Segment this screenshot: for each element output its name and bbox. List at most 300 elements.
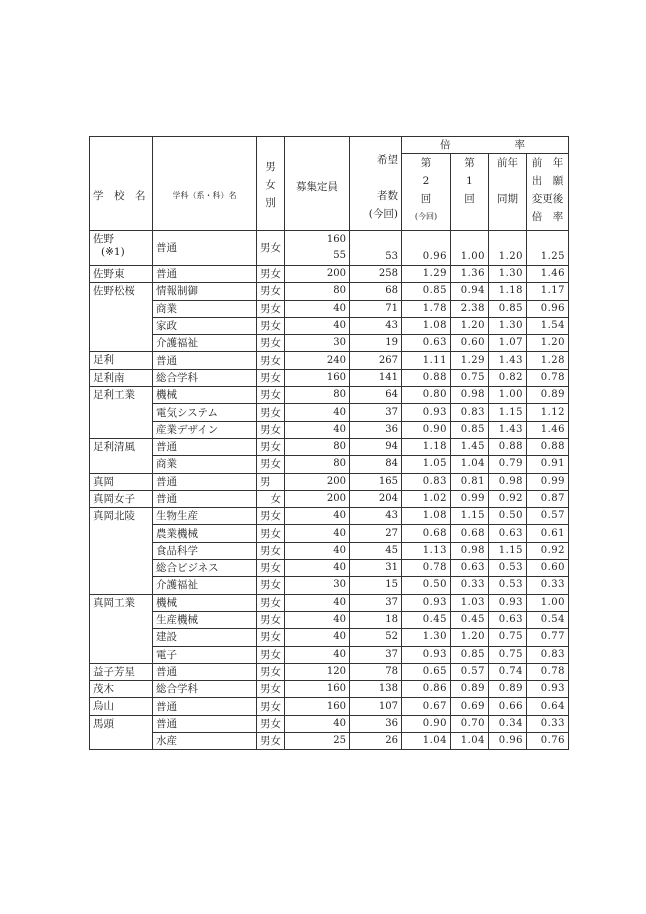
cell-capacity: 40 (285, 542, 350, 559)
cell-rate-round2: 0.90 (402, 715, 451, 732)
cell-rate-prev-change: 0.54 (527, 611, 569, 628)
cell-rate-round2: 0.96 (402, 231, 451, 266)
cell-school-name: 足利南 (90, 369, 153, 386)
cell-rate-prev-change: 0.60 (527, 560, 569, 577)
cell-rate-round2: 1.13 (402, 542, 451, 559)
header-round2-line: (今回) (414, 212, 438, 221)
table-row (90, 508, 569, 525)
cell-applicants: 37 (350, 646, 402, 663)
cell-gender: 男女 (257, 387, 285, 404)
cell-department: 水産 (153, 733, 257, 750)
cell-school-name: 足利清風 (90, 438, 153, 473)
cell-capacity: 160 (285, 681, 350, 698)
cell-department: 普通 (153, 352, 257, 369)
cell-rate-round2: 0.63 (402, 335, 451, 352)
header-rate-group-left: 倍 (440, 139, 451, 151)
cell-applicants: 71 (350, 300, 402, 317)
table-row (90, 698, 569, 715)
cell-gender: 男女 (257, 560, 285, 577)
cell-applicants: 37 (350, 404, 402, 421)
header-prev-change-line: 変更後 (531, 193, 564, 205)
cell-rate-prev-year: 1.30 (489, 266, 527, 283)
cell-applicants: 258 (350, 266, 402, 283)
cell-department: 普通 (153, 698, 257, 715)
cell-rate-prev-year: 0.96 (489, 733, 527, 750)
cell-rate-round1: 0.33 (451, 577, 489, 594)
cell-applicants: 27 (350, 525, 402, 542)
cell-capacity: 80 (285, 283, 350, 300)
cell-rate-round2: 0.68 (402, 525, 451, 542)
cell-rate-round2: 0.45 (402, 611, 451, 628)
cell-rate-prev-change: 0.91 (527, 456, 569, 473)
cell-rate-prev-change: 0.61 (527, 525, 569, 542)
cell-rate-round2: 0.90 (402, 421, 451, 438)
cell-rate-round1: 0.89 (451, 681, 489, 698)
cell-gender: 男女 (257, 421, 285, 438)
cell-applicants: 43 (350, 317, 402, 334)
cell-rate-prev-year: 0.98 (489, 473, 527, 490)
cell-rate-round1: 0.98 (451, 387, 489, 404)
cell-applicants: 94 (350, 438, 402, 455)
header-department (153, 137, 257, 231)
cell-rate-round1: 0.85 (451, 646, 489, 663)
table-row (90, 335, 569, 352)
cell-rate-prev-year: 1.07 (489, 335, 527, 352)
table-row (90, 266, 569, 283)
cell-rate-round1: 0.85 (451, 421, 489, 438)
cell-rate-round2: 0.93 (402, 594, 451, 611)
table-row (90, 542, 569, 559)
table-row (90, 733, 569, 750)
cell-gender: 男女 (257, 594, 285, 611)
cell-applicants: 107 (350, 698, 402, 715)
cell-gender: 男女 (257, 577, 285, 594)
school-note-text: (※1) (101, 246, 125, 258)
cell-applicants: 53 (350, 231, 402, 266)
cell-department: 生物生産 (153, 508, 257, 525)
cell-rate-prev-year: 1.18 (489, 283, 527, 300)
cell-applicants: 43 (350, 508, 402, 525)
cell-rate-round1: 0.83 (451, 404, 489, 421)
header-prev-year-line: 同期 (497, 193, 518, 205)
header-round2-line: 2 (422, 175, 430, 187)
cell-department: 普通 (153, 663, 257, 680)
cell-rate-round2: 0.83 (402, 473, 451, 490)
cell-rate-prev-year: 0.63 (489, 525, 527, 542)
header-prev-change-line: 出 願 (531, 175, 564, 187)
cell-rate-prev-change: 0.33 (527, 577, 569, 594)
cell-rate-round1: 2.38 (451, 300, 489, 317)
cell-applicants: 37 (350, 594, 402, 611)
cell-rate-round2: 1.18 (402, 438, 451, 455)
cell-gender: 男女 (257, 300, 285, 317)
cell-department: 普通 (153, 715, 257, 732)
header-round1-line: 第 (464, 157, 475, 169)
cell-department: 食品科学 (153, 542, 257, 559)
cell-gender: 男 (257, 473, 285, 490)
cell-capacity: 40 (285, 508, 350, 525)
table-row (90, 456, 569, 473)
header-round2 (402, 154, 451, 231)
cell-school-name: 真岡女子 (90, 490, 153, 507)
header-rate-group (402, 137, 569, 154)
cell-rate-prev-change: 1.17 (527, 283, 569, 300)
header-gender-line: 女 (265, 178, 276, 191)
cell-rate-round1: 1.04 (451, 456, 489, 473)
cell-applicants: 138 (350, 681, 402, 698)
header-prev-change-line: 前 年 (531, 157, 564, 169)
cell-rate-prev-year: 0.85 (489, 300, 527, 317)
table-row (90, 525, 569, 542)
cell-rate-prev-year: 1.00 (489, 387, 527, 404)
cell-rate-round2: 0.93 (402, 404, 451, 421)
cell-capacity: 80 (285, 387, 350, 404)
cell-department: 商業 (153, 300, 257, 317)
header-department-label: 学科（系・科）名 (172, 191, 237, 200)
table-row (90, 438, 569, 455)
cell-department: 普通 (153, 473, 257, 490)
cell-capacity: 160 (285, 369, 350, 386)
cell-capacity: 80 (285, 438, 350, 455)
cell-school-name: 佐野松桜 (90, 283, 153, 352)
cell-capacity: 240 (285, 352, 350, 369)
cell-rate-prev-year: 0.34 (489, 715, 527, 732)
cell-capacity: 40 (285, 525, 350, 542)
cell-capacity: 80 (285, 456, 350, 473)
cell-department: 普通 (153, 490, 257, 507)
cell-applicants: 26 (350, 733, 402, 750)
header-round1-line: 回 (464, 193, 475, 205)
cell-rate-round1: 0.99 (451, 490, 489, 507)
header-round1-line: 1 (466, 175, 473, 187)
cell-rate-prev-change: 1.00 (527, 594, 569, 611)
cell-rate-round1: 0.45 (451, 611, 489, 628)
cell-rate-prev-year: 0.75 (489, 629, 527, 646)
header-round2-line: 第 (420, 157, 432, 169)
cell-rate-prev-change: 0.89 (527, 387, 569, 404)
cell-school-name: 茂木 (90, 681, 153, 698)
cell-rate-prev-year: 0.74 (489, 663, 527, 680)
cell-school-name: 真岡工業 (90, 594, 153, 663)
applicant-rate-table (89, 136, 569, 750)
cell-gender: 男女 (257, 266, 285, 283)
cell-department: 総合学科 (153, 681, 257, 698)
cell-capacity: 200 (285, 490, 350, 507)
cell-rate-prev-year: 0.89 (489, 681, 527, 698)
cell-applicants: 64 (350, 387, 402, 404)
cell-rate-prev-year: 0.53 (489, 577, 527, 594)
cell-capacity: 40 (285, 300, 350, 317)
cell-rate-prev-change: 0.99 (527, 473, 569, 490)
table-body (90, 231, 569, 750)
cell-rate-round2: 1.08 (402, 508, 451, 525)
school-name-text: 佐野 (93, 233, 114, 245)
cell-school-name: 馬頭 (90, 715, 153, 750)
cell-school-name: 佐野東 (90, 266, 153, 283)
cell-capacity: 40 (285, 646, 350, 663)
table-row (90, 317, 569, 334)
cell-rate-round2: 0.85 (402, 283, 451, 300)
table-row (90, 387, 569, 404)
cell-rate-prev-change: 0.93 (527, 681, 569, 698)
cell-department: 普通 (153, 231, 257, 266)
header-prev-year-line: 前年 (497, 157, 518, 169)
cell-rate-round1: 0.70 (451, 715, 489, 732)
cell-rate-round2: 1.78 (402, 300, 451, 317)
cell-applicants: 68 (350, 283, 402, 300)
cell-applicants: 204 (350, 490, 402, 507)
cell-rate-round2: 0.50 (402, 577, 451, 594)
cell-rate-round2: 0.93 (402, 646, 451, 663)
table-row (90, 283, 569, 300)
table-row (90, 646, 569, 663)
cell-capacity: 40 (285, 611, 350, 628)
cell-capacity: 120 (285, 663, 350, 680)
cell-rate-prev-change: 1.25 (527, 231, 569, 266)
table-row (90, 421, 569, 438)
cell-rate-round2: 0.86 (402, 681, 451, 698)
cell-applicants: 84 (350, 456, 402, 473)
table-row (90, 577, 569, 594)
cell-rate-prev-year: 1.43 (489, 421, 527, 438)
cell-rate-prev-year: 0.50 (489, 508, 527, 525)
capacity-lines (288, 232, 346, 264)
header-round2-line: 回 (420, 193, 432, 205)
cell-capacity: 40 (285, 317, 350, 334)
table-row (90, 560, 569, 577)
cell-gender: 男女 (257, 456, 285, 473)
cell-rate-prev-year: 1.15 (489, 542, 527, 559)
cell-gender: 男女 (257, 231, 285, 266)
cell-rate-round2: 1.08 (402, 317, 451, 334)
header-applicants-line: 希望 (377, 153, 398, 166)
cell-department: 建設 (153, 629, 257, 646)
cell-rate-round2: 1.29 (402, 266, 451, 283)
cell-rate-prev-change: 0.78 (527, 369, 569, 386)
cell-gender: 男女 (257, 438, 285, 455)
cell-capacity: 40 (285, 421, 350, 438)
cell-gender: 男女 (257, 335, 285, 352)
cell-department: 介護福祉 (153, 577, 257, 594)
cell-gender: 男女 (257, 508, 285, 525)
cell-school-name: 足利工業 (90, 387, 153, 439)
cell-capacity (285, 231, 350, 266)
cell-rate-prev-change: 0.83 (527, 646, 569, 663)
cell-rate-round2: 0.65 (402, 663, 451, 680)
cell-department: 情報制御 (153, 283, 257, 300)
cell-rate-prev-year: 0.63 (489, 611, 527, 628)
cell-gender: 男女 (257, 404, 285, 421)
table-row (90, 663, 569, 680)
cell-school-name: 真岡北陵 (90, 508, 153, 594)
cell-rate-prev-year: 1.15 (489, 404, 527, 421)
cell-gender: 男女 (257, 283, 285, 300)
header-school-name-label: 学 校 名 (93, 189, 146, 202)
cell-rate-prev-change: 1.12 (527, 404, 569, 421)
cell-rate-prev-year: 0.79 (489, 456, 527, 473)
cell-department: 生産機械 (153, 611, 257, 628)
cell-applicants: 36 (350, 715, 402, 732)
cell-capacity: 40 (285, 594, 350, 611)
cell-rate-round1: 0.57 (451, 663, 489, 680)
cell-gender: 男女 (257, 611, 285, 628)
header-capacity-label: 募集定員 (296, 180, 338, 193)
cell-applicants: 31 (350, 560, 402, 577)
cell-applicants: 36 (350, 421, 402, 438)
applicant-rate-table-wrapper (89, 136, 569, 750)
cell-department: 家政 (153, 317, 257, 334)
cell-capacity: 30 (285, 335, 350, 352)
table-row (90, 490, 569, 507)
cell-rate-round1: 1.04 (451, 733, 489, 750)
cell-rate-prev-change: 0.78 (527, 663, 569, 680)
cell-rate-round1: 1.15 (451, 508, 489, 525)
header-school-name (90, 137, 153, 231)
header-applicants-line: 者数 (377, 189, 398, 202)
cell-gender: 男女 (257, 681, 285, 698)
cell-rate-prev-change: 0.96 (527, 300, 569, 317)
cell-rate-round2: 1.30 (402, 629, 451, 646)
cell-department: 農業機械 (153, 525, 257, 542)
cell-rate-prev-year: 1.30 (489, 317, 527, 334)
cell-department: 商業 (153, 456, 257, 473)
cell-rate-prev-change: 0.77 (527, 629, 569, 646)
cell-gender: 男女 (257, 317, 285, 334)
cell-rate-round1: 1.36 (451, 266, 489, 283)
cell-gender: 男女 (257, 715, 285, 732)
cell-rate-prev-year: 0.88 (489, 438, 527, 455)
cell-applicants: 45 (350, 542, 402, 559)
cell-rate-prev-change: 1.46 (527, 421, 569, 438)
cell-department: 機械 (153, 387, 257, 404)
cell-applicants: 141 (350, 369, 402, 386)
capacity-line: 55 (333, 250, 346, 261)
cell-rate-prev-change: 1.46 (527, 266, 569, 283)
header-gender-line: 別 (265, 196, 276, 209)
cell-capacity: 160 (285, 698, 350, 715)
cell-capacity: 40 (285, 629, 350, 646)
cell-rate-round1: 0.69 (451, 698, 489, 715)
cell-department: 電子 (153, 646, 257, 663)
cell-rate-prev-year: 0.82 (489, 369, 527, 386)
cell-gender: 女 (257, 490, 285, 507)
cell-rate-prev-year: 0.93 (489, 594, 527, 611)
header-round1 (451, 154, 489, 231)
cell-capacity: 200 (285, 266, 350, 283)
header-prev-change-line: 倍 率 (531, 211, 564, 223)
cell-department: 普通 (153, 438, 257, 455)
cell-rate-round2: 1.02 (402, 490, 451, 507)
cell-applicants: 19 (350, 335, 402, 352)
cell-rate-prev-year: 1.20 (489, 231, 527, 266)
cell-capacity: 40 (285, 404, 350, 421)
table-row (90, 352, 569, 369)
header-gender (257, 137, 285, 231)
header-prev-change (527, 154, 569, 231)
cell-rate-prev-year: 0.75 (489, 646, 527, 663)
header-gender-line: 男 (265, 160, 276, 173)
cell-department: 機械 (153, 594, 257, 611)
cell-rate-round1: 1.00 (451, 231, 489, 266)
cell-rate-prev-year: 1.43 (489, 352, 527, 369)
cell-rate-prev-change: 0.64 (527, 698, 569, 715)
cell-applicants: 52 (350, 629, 402, 646)
cell-rate-round2: 0.67 (402, 698, 451, 715)
cell-gender: 男女 (257, 369, 285, 386)
table-row (90, 231, 569, 266)
table-row (90, 681, 569, 698)
cell-department: 総合ビジネス (153, 560, 257, 577)
cell-department: 普通 (153, 266, 257, 283)
cell-rate-round2: 1.05 (402, 456, 451, 473)
cell-rate-prev-year: 0.92 (489, 490, 527, 507)
cell-gender: 男女 (257, 646, 285, 663)
cell-applicants: 78 (350, 663, 402, 680)
cell-rate-round1: 0.68 (451, 525, 489, 542)
header-applicants (350, 137, 402, 231)
cell-gender: 男女 (257, 629, 285, 646)
cell-rate-prev-change: 1.54 (527, 317, 569, 334)
cell-rate-round1: 0.81 (451, 473, 489, 490)
table-row (90, 629, 569, 646)
cell-rate-round2: 1.04 (402, 733, 451, 750)
cell-department: 産業デザイン (153, 421, 257, 438)
cell-rate-round2: 0.80 (402, 387, 451, 404)
cell-department: 介護福祉 (153, 335, 257, 352)
cell-applicants: 18 (350, 611, 402, 628)
cell-rate-round1: 0.75 (451, 369, 489, 386)
cell-rate-prev-change: 0.88 (527, 438, 569, 455)
cell-rate-prev-year: 0.66 (489, 698, 527, 715)
cell-gender: 男女 (257, 352, 285, 369)
cell-capacity: 30 (285, 577, 350, 594)
cell-school-name: 真岡 (90, 473, 153, 490)
cell-rate-round1: 0.63 (451, 560, 489, 577)
cell-rate-round1: 0.60 (451, 335, 489, 352)
cell-rate-prev-year: 0.53 (489, 560, 527, 577)
cell-rate-round1: 1.45 (451, 438, 489, 455)
cell-rate-round1: 1.03 (451, 594, 489, 611)
cell-gender: 男女 (257, 525, 285, 542)
cell-rate-round1: 1.20 (451, 629, 489, 646)
cell-capacity: 25 (285, 733, 350, 750)
table-row (90, 369, 569, 386)
cell-capacity: 40 (285, 560, 350, 577)
cell-applicants: 267 (350, 352, 402, 369)
table-header (90, 137, 569, 231)
cell-rate-prev-change: 1.28 (527, 352, 569, 369)
cell-rate-round1: 0.98 (451, 542, 489, 559)
cell-applicants: 15 (350, 577, 402, 594)
cell-rate-prev-change: 0.92 (527, 542, 569, 559)
cell-department: 総合学科 (153, 369, 257, 386)
header-applicants-line: (今回) (368, 207, 398, 220)
cell-rate-round1: 0.94 (451, 283, 489, 300)
table-row (90, 404, 569, 421)
cell-rate-round2: 1.11 (402, 352, 451, 369)
cell-school-name: 益子芳星 (90, 663, 153, 680)
table-row (90, 715, 569, 732)
cell-rate-prev-change: 1.20 (527, 335, 569, 352)
table-row (90, 611, 569, 628)
cell-rate-round1: 1.20 (451, 317, 489, 334)
cell-department: 電気システム (153, 404, 257, 421)
cell-rate-round2: 0.88 (402, 369, 451, 386)
cell-capacity: 40 (285, 715, 350, 732)
cell-rate-round1: 1.29 (451, 352, 489, 369)
cell-school-name (90, 231, 153, 266)
capacity-line: 160 (326, 234, 346, 245)
